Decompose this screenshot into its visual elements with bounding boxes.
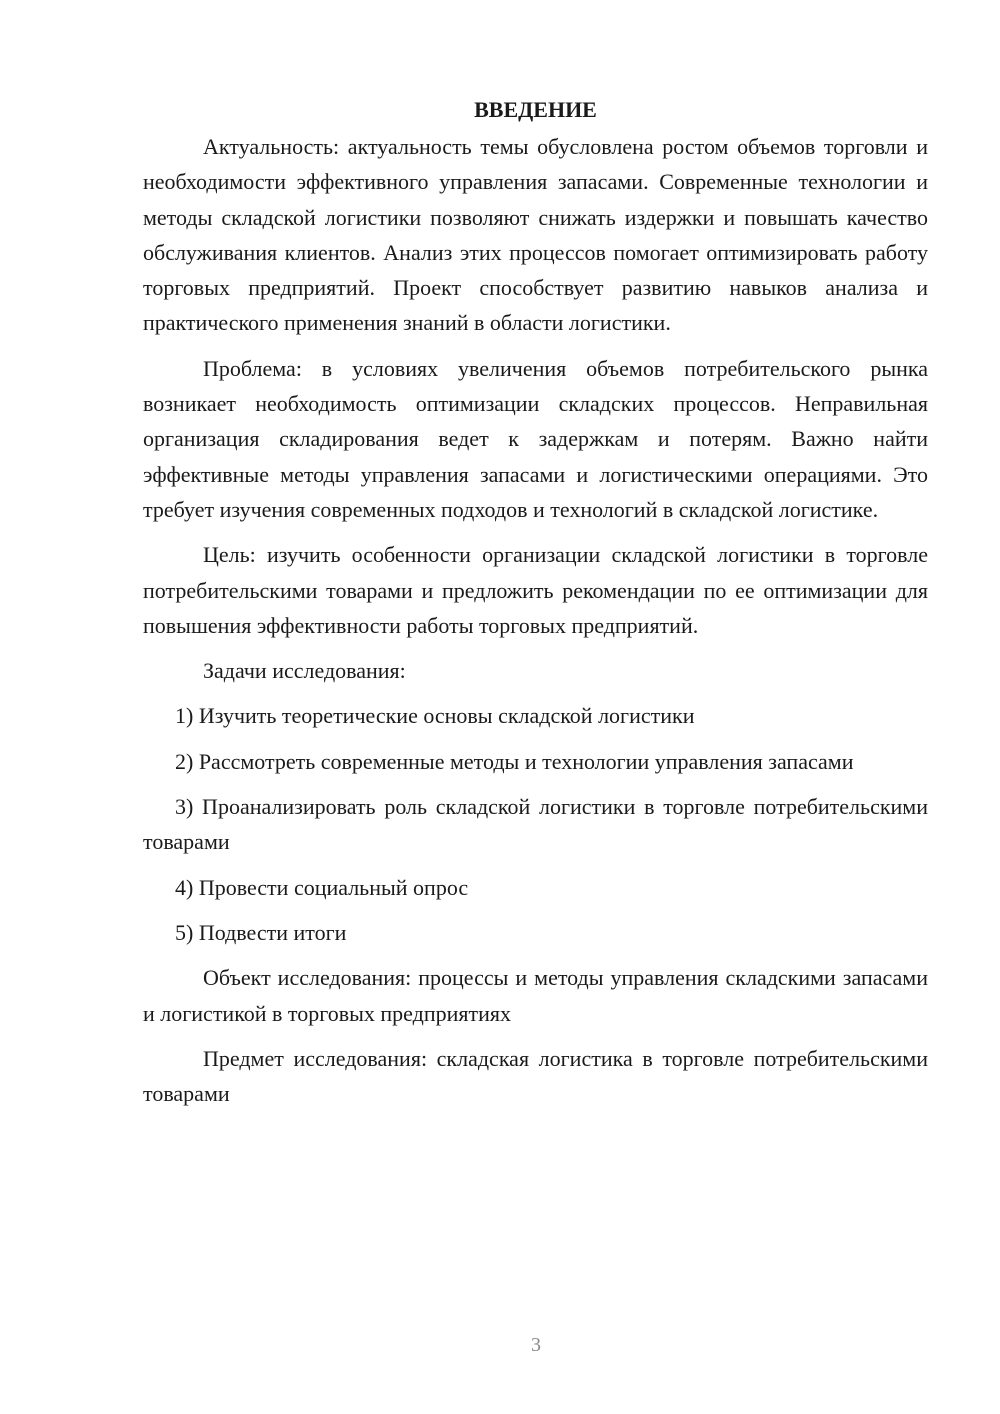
paragraph-subject: Предмет исследования: складская логистика в торговле потребительскими товарами <box>143 1045 928 1107</box>
task-item-1: 1) Изучить теоретические основы складской логистики <box>175 703 695 729</box>
document-page <box>143 92 928 1121</box>
page-number: 3 <box>531 1334 541 1356</box>
paragraph-goal: Цель: изучить особенности организации складской логистики в торговле потребительскими товарами и предложить рекомендации по ее оптимизации для повышения эффективности работы торговых предприятий. <box>143 542 928 638</box>
page-title: ВВЕДЕНИЕ <box>474 97 597 122</box>
paragraph-object: Объект исследования: процессы и методы управления складскими запасами и логистикой в торговых предприятиях <box>143 965 928 1026</box>
paragraph-problem: Проблема: в условиях увеличения объемов потребительского рынка возникает необходимость оптимизации складских процессов. Неправильная организация складирования ведет к задержкам и потерям. Важно найти эффективные методы управления запасами и логистическими операциями. Это требует изучения современных подходов и технологий в складской логистике. <box>143 355 928 522</box>
task-item-5: 5) Подвести итоги <box>175 919 347 945</box>
task-item-4: 4) Провести социальный опрос <box>175 874 469 900</box>
tasks-title: Задачи исследования: <box>203 658 406 684</box>
task-item-3: 3) Проанализировать роль складской логистики в торговле потребительскими товарами <box>143 794 928 855</box>
task-item-2: 2) Рассмотреть современные методы и технологии управления запасами <box>175 748 854 774</box>
paragraph-relevance: Актуальность: актуальность темы обусловлена ростом объемов торговли и необходимости эффективного управления запасами. Современные технологии и методы складской логистики позволяют снижать издержки и повышать качество обслуживания клиентов. Анализ этих процессов помогает оптимизировать работу торговых предприятий. Проект способствует развитию навыков анализа и практического применения знаний в области логистики. <box>143 134 928 336</box>
